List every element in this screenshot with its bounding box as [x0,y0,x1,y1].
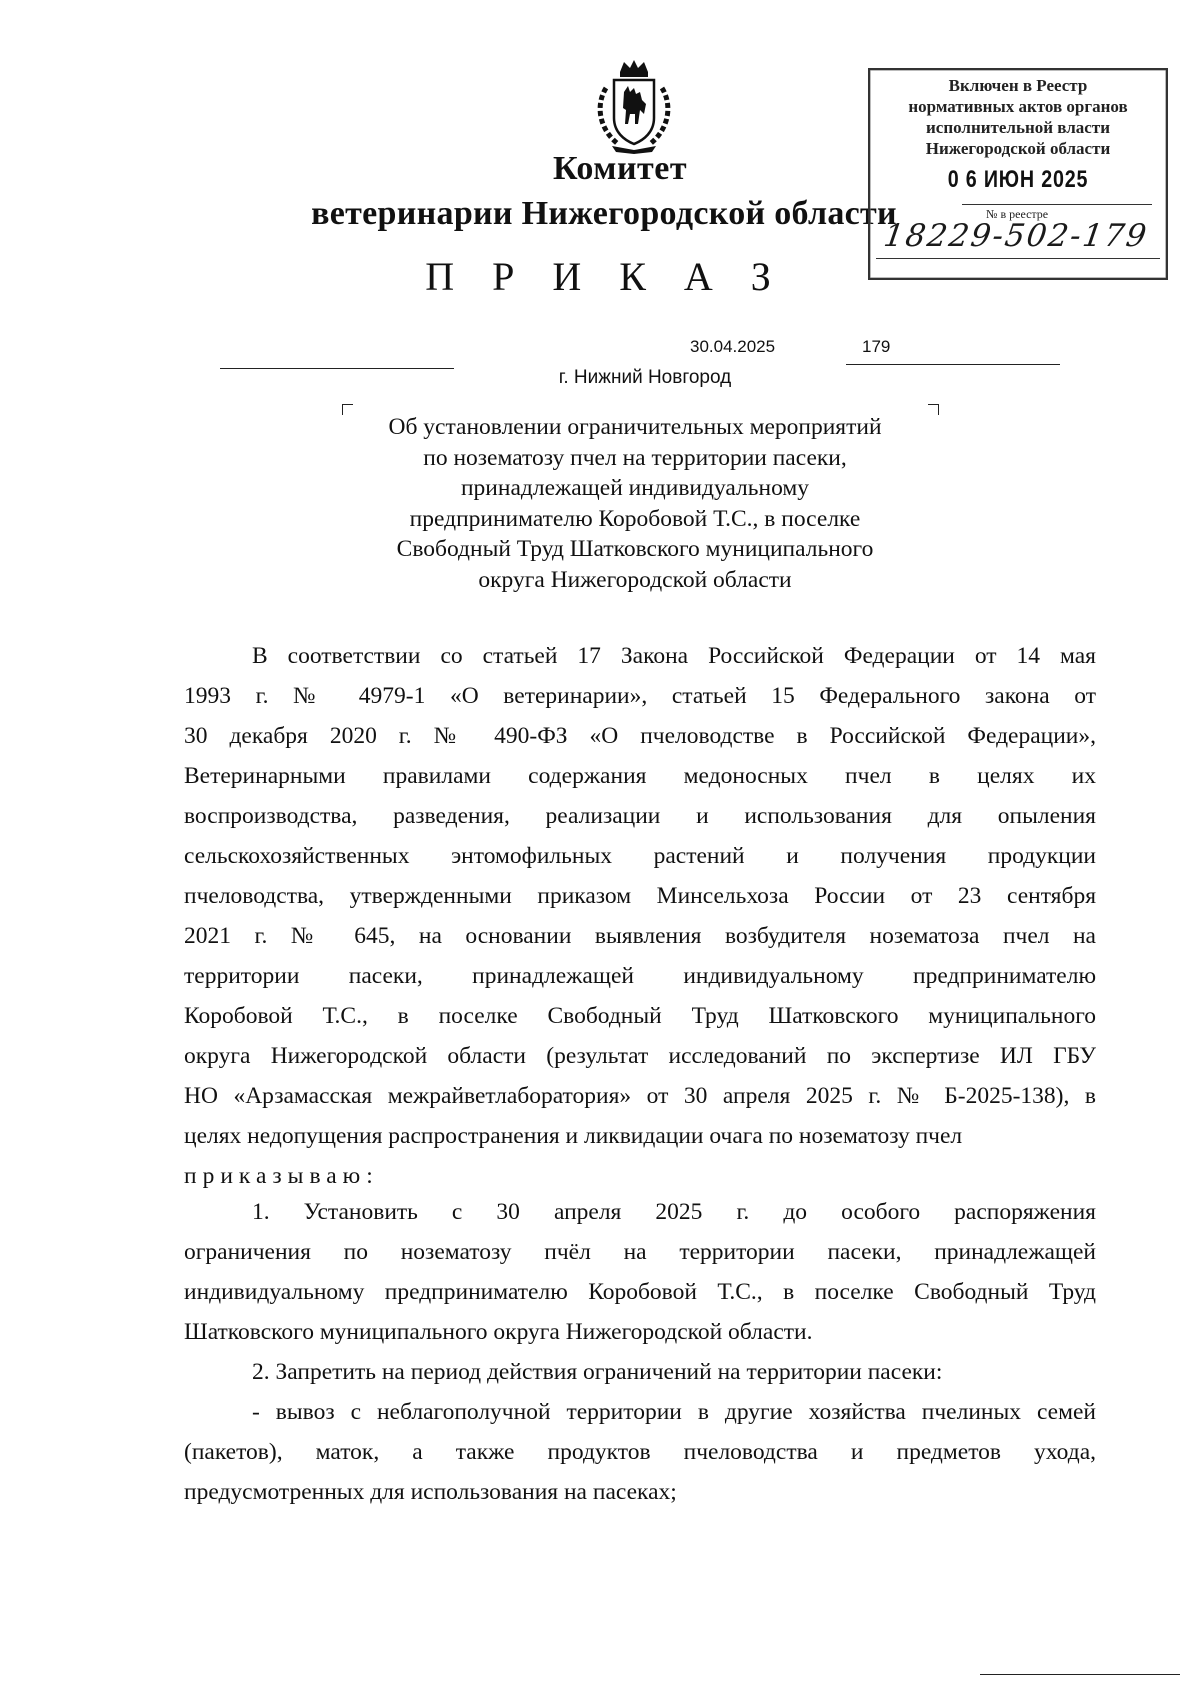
subject-line: Об установлении ограничительных мероприятий [388,414,882,440]
preamble-line: пчеловодства, утвержденными приказом Минсельхоза России от 23 сентября [184,883,1096,909]
stamp-line3: исполнительной власти [926,118,1110,137]
order-item-1 [184,1192,1096,1352]
registry-stamp [868,68,1168,280]
stamp-date-rule [962,204,1152,205]
coat-of-arms-emblem [590,58,678,154]
preamble-line: сельскохозяйственных энтомофильных растений и получения продукции [184,843,1096,869]
preamble-line: 1993 г. № 4979-1 «О ветеринарии», статьей 15 Федерального закона от [184,683,1096,709]
subject-line: предпринимателю Коробовой Т.С., в поселке [409,505,861,532]
stamp-line2: нормативных актов органов [908,97,1128,116]
order-number: 179 [862,337,891,356]
item1-line: Шатковского муниципального округа Нижегородской области. [184,1319,813,1345]
item1-line: индивидуальному предпринимателю Коробовой Т.С., в поселке Свободный Труд [184,1279,1096,1305]
item1-line: 1. Установить с 30 апреля 2025 г. до особого распоряжения [252,1199,1096,1225]
preamble-line: Ветеринарными правилами содержания медоносных пчел в целях их [184,763,1096,789]
stamp-line1: Включен в Реестр [948,76,1088,95]
footer-rule [980,1674,1180,1675]
organization-name-line1: Комитет [552,150,688,187]
preamble-line: целях недопущения распространения и ликвидации очага по нозематозу пчел [184,1123,963,1149]
stamp-registry-number-label: № в реестре [986,207,1049,221]
preamble-line: 2021 г. № 645, на основании выявления возбудителя нозематоза пчел на [184,923,1096,949]
item2-line: 2. Запретить на период действия ограничений на территории пасеки: [252,1359,943,1385]
subject-line: Свободный Труд Шатковского муниципального [396,536,874,562]
preamble-line: Коробовой Т.С., в поселке Свободный Труд Шатковского муниципального [184,1003,1096,1029]
subject-line: округа Нижегородской области [478,566,792,593]
subject-line: по нозематозу пчел на территории пасеки, [423,444,847,471]
order-word: приказываю: [184,1163,379,1189]
order-subject [300,412,970,595]
order-date: 30.04.2025 [690,337,776,356]
stamp-line4: Нижегородской области [925,139,1111,158]
item2-sub-line: предусмотренных для использования на пасеках; [184,1479,677,1505]
stamp-registry-number-handwritten: 18229-502-179 [881,218,1151,254]
item2-sub-line: - вывоз с неблагополучной территории в другие хозяйства пчелиных семей [252,1399,1096,1425]
stamp-date: 0 6 ИЮН 2025 [947,166,1089,193]
preamble-line: округа Нижегородской области (результат исследований по экспертизе ИЛ ГБУ [184,1043,1096,1069]
preamble-line: территории пасеки, принадлежащей индивидуальному предпринимателю [184,963,1096,989]
stamp-number-rule [876,258,1160,259]
subject-line: принадлежащей индивидуальному [460,475,809,501]
document-type-title: П Р И К А З [425,254,785,299]
organization-name-line2: ветеринарии Нижегородской области [311,195,897,232]
order-item-2 [184,1352,1096,1512]
preamble-paragraph [184,636,1096,1196]
preamble-line: 30 декабря 2020 г. № 490-ФЗ «О пчеловодстве в Российской Федерации», [184,723,1096,749]
number-rule [846,364,1060,365]
item2-sub-line: (пакетов), маток, а также продуктов пчеловодства и предметов ухода, [184,1439,1096,1465]
item1-line: ограничения по нозематозу пчёл на территории пасеки, принадлежащей [184,1239,1096,1265]
preamble-line: НО «Арзамасская межрайветлаборатория» от 30 апреля 2025 г. № Б-2025-138), в [184,1083,1096,1109]
order-city: г. Нижний Новгород [558,367,732,388]
preamble-line: воспроизводства, разведения, реализации и использования для опыления [184,803,1096,829]
preamble-line: В соответствии со статьей 17 Закона Российской Федерации от 14 мая [252,643,1096,669]
